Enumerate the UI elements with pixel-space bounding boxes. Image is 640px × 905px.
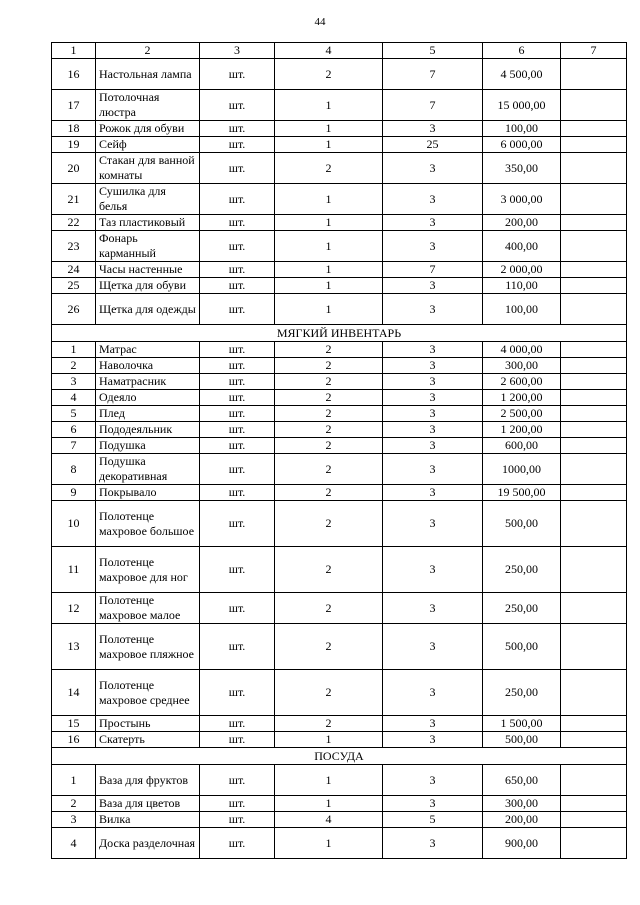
service-life-cell: 3 xyxy=(383,796,483,812)
notes-cell xyxy=(561,390,627,406)
quantity-cell: 1 xyxy=(275,732,383,748)
item-name-cell: Одеяло xyxy=(96,390,200,406)
item-name-cell: Ваза для фруктов xyxy=(96,765,200,796)
row-number-cell: 12 xyxy=(52,593,96,624)
column-number-header: 3 xyxy=(200,43,275,59)
price-cell: 650,00 xyxy=(483,765,561,796)
row-number-cell: 18 xyxy=(52,121,96,137)
row-number-cell: 4 xyxy=(52,828,96,859)
table-row xyxy=(52,59,627,90)
unit-cell: шт. xyxy=(200,765,275,796)
table-row xyxy=(52,184,627,215)
service-life-cell: 7 xyxy=(383,262,483,278)
page-number: 44 xyxy=(314,16,326,28)
table-row xyxy=(52,121,627,137)
notes-cell xyxy=(561,765,627,796)
section-heading: МЯГКИЙ ИНВЕНТАРЬ xyxy=(52,325,627,342)
table-row xyxy=(52,137,627,153)
unit-cell: шт. xyxy=(200,59,275,90)
row-number-cell: 24 xyxy=(52,262,96,278)
notes-cell xyxy=(561,184,627,215)
notes-cell xyxy=(561,137,627,153)
unit-cell: шт. xyxy=(200,358,275,374)
quantity-cell: 2 xyxy=(275,374,383,390)
table-row xyxy=(52,796,627,812)
table-row xyxy=(52,262,627,278)
row-number-cell: 1 xyxy=(52,342,96,358)
row-number-cell: 23 xyxy=(52,231,96,262)
price-cell: 1 200,00 xyxy=(483,422,561,438)
item-name-cell: Покрывало xyxy=(96,485,200,501)
table-row xyxy=(52,732,627,748)
row-number-cell: 4 xyxy=(52,390,96,406)
unit-cell: шт. xyxy=(200,812,275,828)
notes-cell xyxy=(561,374,627,390)
notes-cell xyxy=(561,262,627,278)
table-row xyxy=(52,812,627,828)
inventory-table xyxy=(51,42,627,859)
service-life-cell: 3 xyxy=(383,547,483,593)
column-number-header: 7 xyxy=(561,43,627,59)
item-name-cell: Вилка xyxy=(96,812,200,828)
price-cell: 1 200,00 xyxy=(483,390,561,406)
unit-cell: шт. xyxy=(200,390,275,406)
unit-cell: шт. xyxy=(200,184,275,215)
row-number-cell: 8 xyxy=(52,454,96,485)
service-life-cell: 3 xyxy=(383,624,483,670)
quantity-cell: 1 xyxy=(275,215,383,231)
notes-cell xyxy=(561,342,627,358)
quantity-cell: 2 xyxy=(275,624,383,670)
service-life-cell: 3 xyxy=(383,670,483,716)
notes-cell xyxy=(561,716,627,732)
item-name-cell: Сейф xyxy=(96,137,200,153)
item-name-cell: Полотенце махровое большое xyxy=(96,501,200,547)
quantity-cell: 1 xyxy=(275,294,383,325)
price-cell: 1 500,00 xyxy=(483,716,561,732)
service-life-cell: 3 xyxy=(383,294,483,325)
notes-cell xyxy=(561,438,627,454)
service-life-cell: 3 xyxy=(383,422,483,438)
service-life-cell: 3 xyxy=(383,278,483,294)
price-cell: 200,00 xyxy=(483,215,561,231)
notes-cell xyxy=(561,278,627,294)
service-life-cell: 3 xyxy=(383,732,483,748)
table-row xyxy=(52,438,627,454)
service-life-cell: 3 xyxy=(383,121,483,137)
table-row xyxy=(52,485,627,501)
item-name-cell: Полотенце махровое среднее xyxy=(96,670,200,716)
item-name-cell: Полотенце махровое для ног xyxy=(96,547,200,593)
price-cell: 2 600,00 xyxy=(483,374,561,390)
row-number-cell: 20 xyxy=(52,153,96,184)
item-name-cell: Рожок для обуви xyxy=(96,121,200,137)
quantity-cell: 2 xyxy=(275,454,383,485)
price-cell: 600,00 xyxy=(483,438,561,454)
unit-cell: шт. xyxy=(200,137,275,153)
service-life-cell: 5 xyxy=(383,812,483,828)
item-name-cell: Наматрасник xyxy=(96,374,200,390)
section-heading-row xyxy=(52,748,627,765)
unit-cell: шт. xyxy=(200,90,275,121)
unit-cell: шт. xyxy=(200,593,275,624)
row-number-cell: 2 xyxy=(52,358,96,374)
price-cell: 350,00 xyxy=(483,153,561,184)
notes-cell xyxy=(561,828,627,859)
unit-cell: шт. xyxy=(200,121,275,137)
table-row xyxy=(52,215,627,231)
service-life-cell: 3 xyxy=(383,406,483,422)
quantity-cell: 1 xyxy=(275,278,383,294)
quantity-cell: 2 xyxy=(275,716,383,732)
row-number-cell: 2 xyxy=(52,796,96,812)
unit-cell: шт. xyxy=(200,796,275,812)
notes-cell xyxy=(561,812,627,828)
item-name-cell: Стакан для ванной комнаты xyxy=(96,153,200,184)
table-row xyxy=(52,593,627,624)
price-cell: 300,00 xyxy=(483,358,561,374)
price-cell: 19 500,00 xyxy=(483,485,561,501)
price-cell: 500,00 xyxy=(483,624,561,670)
notes-cell xyxy=(561,231,627,262)
price-cell: 2 500,00 xyxy=(483,406,561,422)
table-row xyxy=(52,547,627,593)
service-life-cell: 3 xyxy=(383,374,483,390)
unit-cell: шт. xyxy=(200,670,275,716)
item-name-cell: Доска разделочная xyxy=(96,828,200,859)
row-number-cell: 3 xyxy=(52,812,96,828)
price-cell: 900,00 xyxy=(483,828,561,859)
quantity-cell: 2 xyxy=(275,59,383,90)
quantity-cell: 1 xyxy=(275,765,383,796)
notes-cell xyxy=(561,406,627,422)
unit-cell: шт. xyxy=(200,262,275,278)
quantity-cell: 1 xyxy=(275,796,383,812)
notes-cell xyxy=(561,153,627,184)
row-number-cell: 11 xyxy=(52,547,96,593)
price-cell: 6 000,00 xyxy=(483,137,561,153)
unit-cell: шт. xyxy=(200,153,275,184)
unit-cell: шт. xyxy=(200,828,275,859)
table-row xyxy=(52,828,627,859)
quantity-cell: 1 xyxy=(275,137,383,153)
quantity-cell: 2 xyxy=(275,501,383,547)
table-row xyxy=(52,454,627,485)
item-name-cell: Полотенце махровое пляжное xyxy=(96,624,200,670)
row-number-cell: 16 xyxy=(52,732,96,748)
table-row xyxy=(52,90,627,121)
price-cell: 4 500,00 xyxy=(483,59,561,90)
unit-cell: шт. xyxy=(200,732,275,748)
price-cell: 2 000,00 xyxy=(483,262,561,278)
item-name-cell: Щетка для одежды xyxy=(96,294,200,325)
notes-cell xyxy=(561,454,627,485)
quantity-cell: 2 xyxy=(275,670,383,716)
item-name-cell: Часы настенные xyxy=(96,262,200,278)
row-number-cell: 5 xyxy=(52,406,96,422)
table-row xyxy=(52,153,627,184)
unit-cell: шт. xyxy=(200,716,275,732)
table-row xyxy=(52,765,627,796)
unit-cell: шт. xyxy=(200,231,275,262)
item-name-cell: Фонарь карманный xyxy=(96,231,200,262)
notes-cell xyxy=(561,59,627,90)
quantity-cell: 2 xyxy=(275,438,383,454)
row-number-cell: 26 xyxy=(52,294,96,325)
service-life-cell: 3 xyxy=(383,501,483,547)
service-life-cell: 3 xyxy=(383,485,483,501)
item-name-cell: Настольная лампа xyxy=(96,59,200,90)
service-life-cell: 3 xyxy=(383,358,483,374)
service-life-cell: 3 xyxy=(383,765,483,796)
notes-cell xyxy=(561,294,627,325)
price-cell: 400,00 xyxy=(483,231,561,262)
notes-cell xyxy=(561,90,627,121)
quantity-cell: 1 xyxy=(275,184,383,215)
item-name-cell: Потолочная люстра xyxy=(96,90,200,121)
section-heading: ПОСУДА xyxy=(52,748,627,765)
table-row xyxy=(52,278,627,294)
price-cell: 110,00 xyxy=(483,278,561,294)
table-row xyxy=(52,501,627,547)
service-life-cell: 3 xyxy=(383,716,483,732)
row-number-cell: 19 xyxy=(52,137,96,153)
table-row xyxy=(52,231,627,262)
row-number-cell: 22 xyxy=(52,215,96,231)
row-number-cell: 1 xyxy=(52,765,96,796)
price-cell: 1000,00 xyxy=(483,454,561,485)
table-row xyxy=(52,422,627,438)
price-cell: 100,00 xyxy=(483,294,561,325)
row-number-cell: 15 xyxy=(52,716,96,732)
service-life-cell: 3 xyxy=(383,593,483,624)
row-number-cell: 16 xyxy=(52,59,96,90)
service-life-cell: 3 xyxy=(383,153,483,184)
notes-cell xyxy=(561,215,627,231)
quantity-cell: 4 xyxy=(275,812,383,828)
unit-cell: шт. xyxy=(200,342,275,358)
service-life-cell: 3 xyxy=(383,342,483,358)
item-name-cell: Таз пластиковый xyxy=(96,215,200,231)
item-name-cell: Полотенце махровое малое xyxy=(96,593,200,624)
row-number-cell: 14 xyxy=(52,670,96,716)
quantity-cell: 2 xyxy=(275,406,383,422)
service-life-cell: 3 xyxy=(383,231,483,262)
notes-cell xyxy=(561,358,627,374)
column-number-header: 5 xyxy=(383,43,483,59)
unit-cell: шт. xyxy=(200,374,275,390)
row-number-cell: 7 xyxy=(52,438,96,454)
unit-cell: шт. xyxy=(200,422,275,438)
price-cell: 3 000,00 xyxy=(483,184,561,215)
service-life-cell: 3 xyxy=(383,454,483,485)
notes-cell xyxy=(561,501,627,547)
table-row xyxy=(52,342,627,358)
quantity-cell: 2 xyxy=(275,593,383,624)
service-life-cell: 3 xyxy=(383,828,483,859)
column-number-header: 2 xyxy=(96,43,200,59)
table-row xyxy=(52,624,627,670)
item-name-cell: Подушка декоративная xyxy=(96,454,200,485)
quantity-cell: 2 xyxy=(275,342,383,358)
notes-cell xyxy=(561,624,627,670)
quantity-cell: 1 xyxy=(275,231,383,262)
item-name-cell: Скатерть xyxy=(96,732,200,748)
service-life-cell: 25 xyxy=(383,137,483,153)
price-cell: 4 000,00 xyxy=(483,342,561,358)
item-name-cell: Щетка для обуви xyxy=(96,278,200,294)
notes-cell xyxy=(561,422,627,438)
row-number-cell: 10 xyxy=(52,501,96,547)
unit-cell: шт. xyxy=(200,438,275,454)
price-cell: 500,00 xyxy=(483,732,561,748)
unit-cell: шт. xyxy=(200,454,275,485)
price-cell: 300,00 xyxy=(483,796,561,812)
notes-cell xyxy=(561,670,627,716)
row-number-cell: 21 xyxy=(52,184,96,215)
notes-cell xyxy=(561,547,627,593)
price-cell: 200,00 xyxy=(483,812,561,828)
service-life-cell: 3 xyxy=(383,215,483,231)
unit-cell: шт. xyxy=(200,624,275,670)
quantity-cell: 2 xyxy=(275,422,383,438)
table-row xyxy=(52,390,627,406)
row-number-cell: 3 xyxy=(52,374,96,390)
unit-cell: шт. xyxy=(200,501,275,547)
item-name-cell: Простынь xyxy=(96,716,200,732)
service-life-cell: 3 xyxy=(383,438,483,454)
unit-cell: шт. xyxy=(200,406,275,422)
service-life-cell: 3 xyxy=(383,390,483,406)
table-row xyxy=(52,358,627,374)
unit-cell: шт. xyxy=(200,485,275,501)
item-name-cell: Подушка xyxy=(96,438,200,454)
item-name-cell: Ваза для цветов xyxy=(96,796,200,812)
table-row xyxy=(52,716,627,732)
table-row xyxy=(52,670,627,716)
table-row xyxy=(52,374,627,390)
unit-cell: шт. xyxy=(200,294,275,325)
quantity-cell: 1 xyxy=(275,262,383,278)
unit-cell: шт. xyxy=(200,278,275,294)
service-life-cell: 3 xyxy=(383,184,483,215)
service-life-cell: 7 xyxy=(383,90,483,121)
notes-cell xyxy=(561,796,627,812)
notes-cell xyxy=(561,732,627,748)
item-name-cell: Наволочка xyxy=(96,358,200,374)
notes-cell xyxy=(561,121,627,137)
quantity-cell: 1 xyxy=(275,828,383,859)
section-heading-row xyxy=(52,325,627,342)
column-number-header: 1 xyxy=(52,43,96,59)
price-cell: 500,00 xyxy=(483,501,561,547)
row-number-cell: 13 xyxy=(52,624,96,670)
quantity-cell: 2 xyxy=(275,358,383,374)
price-cell: 15 000,00 xyxy=(483,90,561,121)
item-name-cell: Матрас xyxy=(96,342,200,358)
price-cell: 250,00 xyxy=(483,670,561,716)
service-life-cell: 7 xyxy=(383,59,483,90)
item-name-cell: Пододеяльник xyxy=(96,422,200,438)
unit-cell: шт. xyxy=(200,215,275,231)
notes-cell xyxy=(561,485,627,501)
row-number-cell: 9 xyxy=(52,485,96,501)
column-number-header-row xyxy=(52,43,627,59)
quantity-cell: 1 xyxy=(275,90,383,121)
quantity-cell: 2 xyxy=(275,390,383,406)
price-cell: 250,00 xyxy=(483,593,561,624)
table-row xyxy=(52,294,627,325)
item-name-cell: Плед xyxy=(96,406,200,422)
row-number-cell: 6 xyxy=(52,422,96,438)
unit-cell: шт. xyxy=(200,547,275,593)
column-number-header: 6 xyxy=(483,43,561,59)
notes-cell xyxy=(561,593,627,624)
column-number-header: 4 xyxy=(275,43,383,59)
table-row xyxy=(52,406,627,422)
quantity-cell: 2 xyxy=(275,153,383,184)
row-number-cell: 25 xyxy=(52,278,96,294)
price-cell: 100,00 xyxy=(483,121,561,137)
row-number-cell: 17 xyxy=(52,90,96,121)
quantity-cell: 1 xyxy=(275,121,383,137)
item-name-cell: Сушилка для белья xyxy=(96,184,200,215)
quantity-cell: 2 xyxy=(275,547,383,593)
table-body xyxy=(52,43,627,859)
price-cell: 250,00 xyxy=(483,547,561,593)
quantity-cell: 2 xyxy=(275,485,383,501)
